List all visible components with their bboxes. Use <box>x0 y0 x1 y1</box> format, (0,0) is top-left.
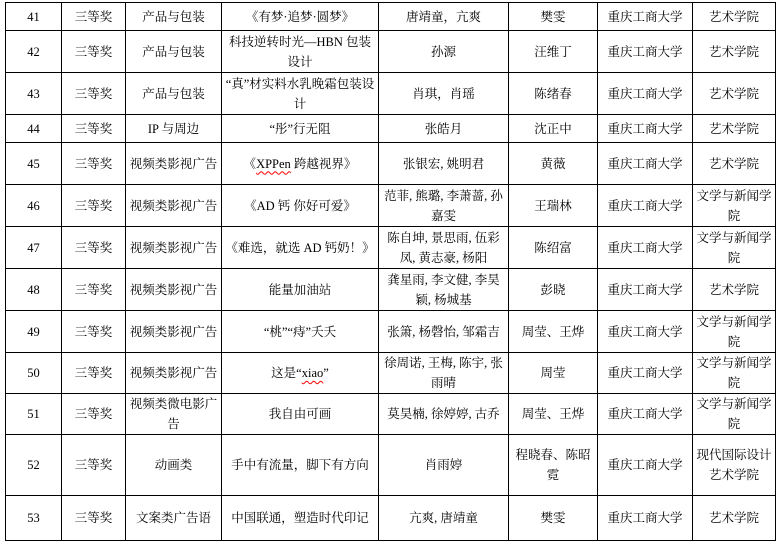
cell-category: 产品与包装 <box>126 73 222 115</box>
table-row <box>6 435 776 496</box>
cell-category: 动画类 <box>126 435 222 496</box>
cell-award: 三等奖 <box>62 353 126 394</box>
title-text: 这是“ <box>271 366 302 380</box>
cell-college: 文学与新闻学院 <box>693 394 776 435</box>
cell-advisor: 樊雯 <box>509 496 598 541</box>
cell-college: 艺术学院 <box>693 73 776 115</box>
cell-category: 视频类微电影广告 <box>126 394 222 435</box>
cell-authors: 龚星雨, 李文健, 李昊颖, 杨城基 <box>379 269 509 311</box>
title-text: 《难选，就选 AD 钙奶！》 <box>225 240 375 255</box>
cell-advisor: 程晓春、陈昭霓 <box>509 435 598 496</box>
cell-college: 艺术学院 <box>693 31 776 73</box>
title-text: 手中有流量，脚下有方向 <box>231 458 369 472</box>
cell-award: 三等奖 <box>62 31 126 73</box>
cell-award: 三等奖 <box>62 435 126 496</box>
cell-authors: 张箫, 杨磬怡, 邹霜吉 <box>379 311 509 353</box>
cell-authors: 张皓月 <box>379 115 509 143</box>
cell-university: 重庆工商大学 <box>598 185 693 227</box>
cell-title <box>222 115 379 143</box>
cell-authors: 孙源 <box>379 31 509 73</box>
cell-authors: 唐靖童，亢爽 <box>379 3 509 31</box>
cell-university: 重庆工商大学 <box>598 115 693 143</box>
cell-authors: 陈自坤, 景思雨, 伍彩凤, 黄志豪, 杨阳 <box>379 227 509 269</box>
cell-university: 重庆工商大学 <box>598 31 693 73</box>
cell-authors: 亢爽, 唐靖童 <box>379 496 509 541</box>
title-text: 《有梦·追梦·圆梦》 <box>245 9 355 24</box>
table-row <box>6 496 776 541</box>
cell-award: 三等奖 <box>62 394 126 435</box>
cell-advisor: 陈绪春 <box>509 73 598 115</box>
cell-award: 三等奖 <box>62 311 126 353</box>
cell-title <box>222 3 379 31</box>
title-misspelled-text: xiao <box>301 366 324 380</box>
cell-advisor: 周莹 <box>509 353 598 394</box>
cell-category: 视频类影视广告 <box>126 353 222 394</box>
table-row <box>6 31 776 73</box>
cell-category: 视频类影视广告 <box>126 143 222 185</box>
cell-university: 重庆工商大学 <box>598 311 693 353</box>
cell-advisor: 周莹、王烨 <box>509 311 598 353</box>
cell-award: 三等奖 <box>62 227 126 269</box>
cell-advisor: 周莹、王烨 <box>509 394 598 435</box>
cell-authors: 张银宏, 姚明君 <box>379 143 509 185</box>
table-row <box>6 311 776 353</box>
cell-college: 文学与新闻学院 <box>693 311 776 353</box>
table-row <box>6 227 776 269</box>
cell-university: 重庆工商大学 <box>598 3 693 31</box>
cell-university: 重庆工商大学 <box>598 73 693 115</box>
cell-no: 41 <box>6 3 62 31</box>
cell-category: IP 与周边 <box>126 115 222 143</box>
cell-award: 三等奖 <box>62 73 126 115</box>
table-row <box>6 185 776 227</box>
cell-title <box>222 269 379 311</box>
cell-no: 46 <box>6 185 62 227</box>
title-text: 《AD 钙 你好可爱》 <box>244 198 356 213</box>
cell-no: 53 <box>6 496 62 541</box>
cell-award: 三等奖 <box>62 185 126 227</box>
cell-authors: 范菲, 熊璐, 李萧蔷, 孙嘉雯 <box>379 185 509 227</box>
table-row <box>6 3 776 31</box>
cell-college: 艺术学院 <box>693 496 776 541</box>
cell-award: 三等奖 <box>62 115 126 143</box>
cell-no: 44 <box>6 115 62 143</box>
title-text: 科技逆转时光—HBN 包装设计 <box>228 34 372 69</box>
table-row <box>6 143 776 185</box>
cell-authors: 徐周诺, 王梅, 陈宇, 张雨晴 <box>379 353 509 394</box>
cell-authors: 肖琪，肖瑶 <box>379 73 509 115</box>
cell-award: 三等奖 <box>62 269 126 311</box>
cell-advisor: 彭晓 <box>509 269 598 311</box>
cell-university: 重庆工商大学 <box>598 353 693 394</box>
cell-title <box>222 353 379 394</box>
cell-university: 重庆工商大学 <box>598 143 693 185</box>
title-text: 《 <box>243 156 257 171</box>
cell-no: 49 <box>6 311 62 353</box>
cell-authors: 莫昊楠, 徐婷婷, 古乔 <box>379 394 509 435</box>
title-text: 中国联通，塑造时代印记 <box>231 511 369 525</box>
title-text: 我自由可画 <box>268 407 332 421</box>
cell-category: 视频类影视广告 <box>126 311 222 353</box>
awards-table <box>5 2 776 541</box>
cell-advisor: 王瑞林 <box>509 185 598 227</box>
cell-college: 艺术学院 <box>693 3 776 31</box>
cell-category: 产品与包装 <box>126 31 222 73</box>
cell-category: 视频类影视广告 <box>126 185 222 227</box>
cell-no: 47 <box>6 227 62 269</box>
cell-authors: 肖雨婷 <box>379 435 509 496</box>
cell-no: 50 <box>6 353 62 394</box>
cell-title <box>222 185 379 227</box>
cell-college: 文学与新闻学院 <box>693 353 776 394</box>
title-text: 跨越视界》 <box>290 156 357 171</box>
cell-advisor: 沈正中 <box>509 115 598 143</box>
cell-advisor: 樊雯 <box>509 3 598 31</box>
cell-title <box>222 73 379 115</box>
awards-table-body <box>6 3 776 541</box>
cell-category: 产品与包装 <box>126 3 222 31</box>
cell-category: 视频类影视广告 <box>126 227 222 269</box>
cell-title <box>222 143 379 185</box>
title-text: ” <box>323 366 329 380</box>
cell-no: 43 <box>6 73 62 115</box>
cell-college: 文学与新闻学院 <box>693 185 776 227</box>
cell-college: 艺术学院 <box>693 143 776 185</box>
title-text: “彤”行无阻 <box>269 121 331 136</box>
cell-advisor: 黄薇 <box>509 143 598 185</box>
cell-no: 52 <box>6 435 62 496</box>
cell-title <box>222 311 379 353</box>
title-text: “桃”“痔”夭夭 <box>263 324 337 339</box>
table-row <box>6 394 776 435</box>
cell-award: 三等奖 <box>62 3 126 31</box>
cell-advisor: 陈绍富 <box>509 227 598 269</box>
cell-category: 视频类影视广告 <box>126 269 222 311</box>
cell-no: 48 <box>6 269 62 311</box>
cell-award: 三等奖 <box>62 143 126 185</box>
cell-no: 42 <box>6 31 62 73</box>
table-row <box>6 73 776 115</box>
cell-university: 重庆工商大学 <box>598 269 693 311</box>
cell-title <box>222 227 379 269</box>
table-row <box>6 269 776 311</box>
cell-advisor: 汪维丁 <box>509 31 598 73</box>
cell-award: 三等奖 <box>62 496 126 541</box>
cell-college: 艺术学院 <box>693 269 776 311</box>
cell-no: 45 <box>6 143 62 185</box>
cell-college: 文学与新闻学院 <box>693 227 776 269</box>
cell-university: 重庆工商大学 <box>598 227 693 269</box>
title-text: “真”材实料水乳晚霜包装设计 <box>225 76 375 111</box>
cell-category: 文案类广告语 <box>126 496 222 541</box>
title-text: 能量加油站 <box>268 282 332 297</box>
cell-university: 重庆工商大学 <box>598 496 693 541</box>
table-row <box>6 115 776 143</box>
cell-title <box>222 496 379 541</box>
cell-college: 艺术学院 <box>693 115 776 143</box>
cell-no: 51 <box>6 394 62 435</box>
cell-university: 重庆工商大学 <box>598 394 693 435</box>
cell-college: 现代国际设计艺术学院 <box>693 435 776 496</box>
title-misspelled-text: XPPen <box>256 156 291 171</box>
cell-title <box>222 394 379 435</box>
cell-university: 重庆工商大学 <box>598 435 693 496</box>
cell-title <box>222 435 379 496</box>
cell-title <box>222 31 379 73</box>
table-row <box>6 353 776 394</box>
